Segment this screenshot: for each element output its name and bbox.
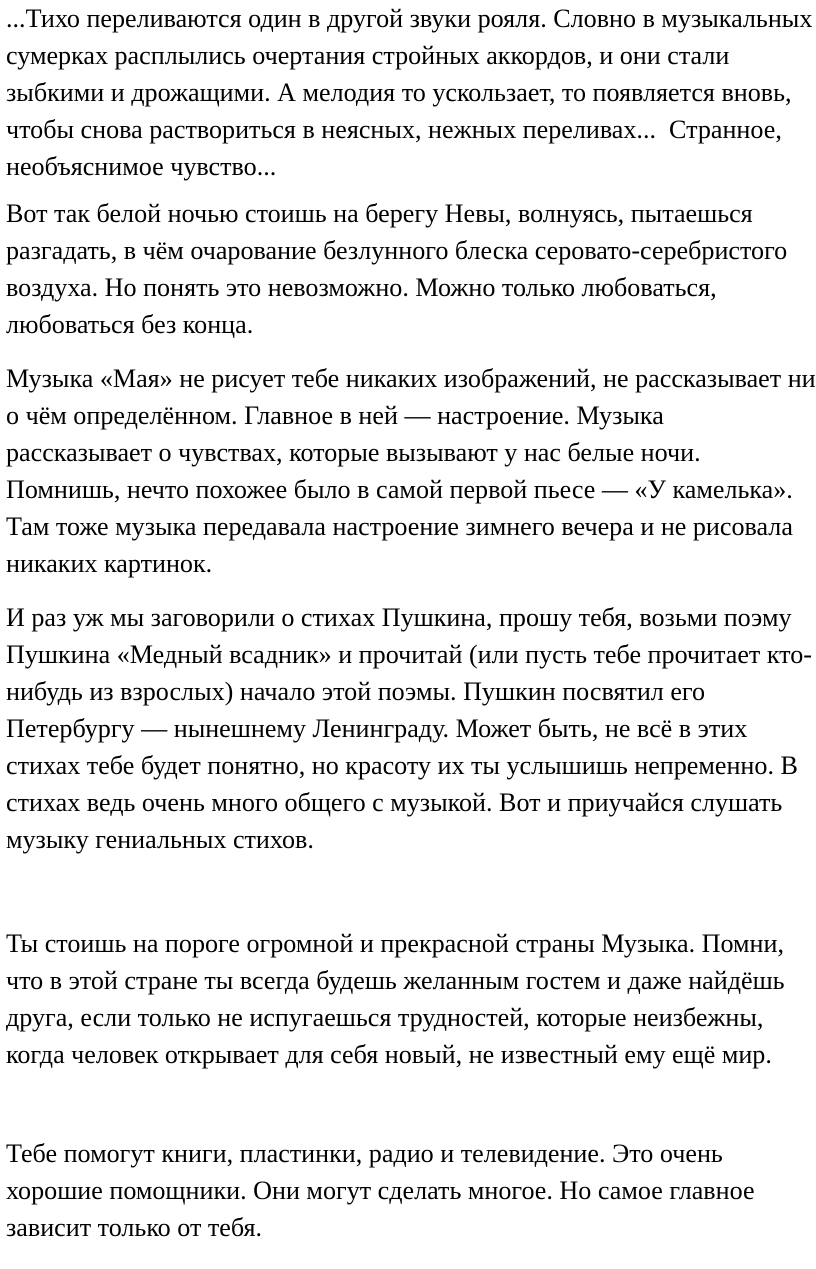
- paragraph-helpers: Тебе помогут книги, пластинки, радио и телевидение. Это очень хорошие помощники. Они могут сделать многое. Но самое главное зависит только от тебя.: [6, 1139, 755, 1242]
- paragraph-may-music-mood: Музыка «Мая» не рисует тебе никаких изображений, не рассказывает ни о чём определённом. Главное в ней — настроение. Музыка рассказывает о чувствах, которые вызывают у нас белые ночи. Помнишь, нечто похожее было в самой первой пьесе — «У камелька». Там тоже музыка передавала настроение зимнего вечера и не рисовала никаких картинок.: [6, 364, 816, 578]
- paragraph-white-night-neva: Вот так белой ночью стоишь на берегу Невы, волнуясь, пытаешься разгадать, в чём очарование безлунного блеска серовато-серебристого воздуха. Но понять это невозможно. Можно только любоваться, любоваться без конца.: [6, 199, 788, 339]
- paragraph-piano-sounds: ...Тихо переливаются один в другой звуки рояля. Словно в музыкальных сумерках расплылись очертания стройных аккордов, и они стали зыбкими и дрожащими. А мелодия то ускользает, то появляется вновь, чтобы снова раствориться в неясных, нежных переливах... Странное, необъяснимое чувство...: [6, 4, 813, 181]
- paragraph-country-of-music: Ты стоишь на пороге огромной и прекрасной страны Музыка. Помни, что в этой стране ты всегда будешь желанным гостем и даже найдёшь друга, если только не испугаешься трудностей, которые неизбежны, когда человек открывает для себя новый, не известный ему ещё мир.: [6, 929, 785, 1069]
- paragraph-pushkin-bronze-horseman: И раз уж мы заговорили о стихах Пушкина, прошу тебя, возьми поэму Пушкина «Медный всадник» и прочитай (или пусть тебе прочитает кто-нибудь из взрослых) начало этой поэмы. Пушкин посвятил его Петербургу — нынешнему Ленинграду. Может быть, не всё в этих стихах тебе будет понятно, но красоту их ты услышишь непременно. В стихах ведь очень много общего с музыкой. Вот и приучайся слушать музыку гениальных стихов.: [6, 603, 812, 854]
